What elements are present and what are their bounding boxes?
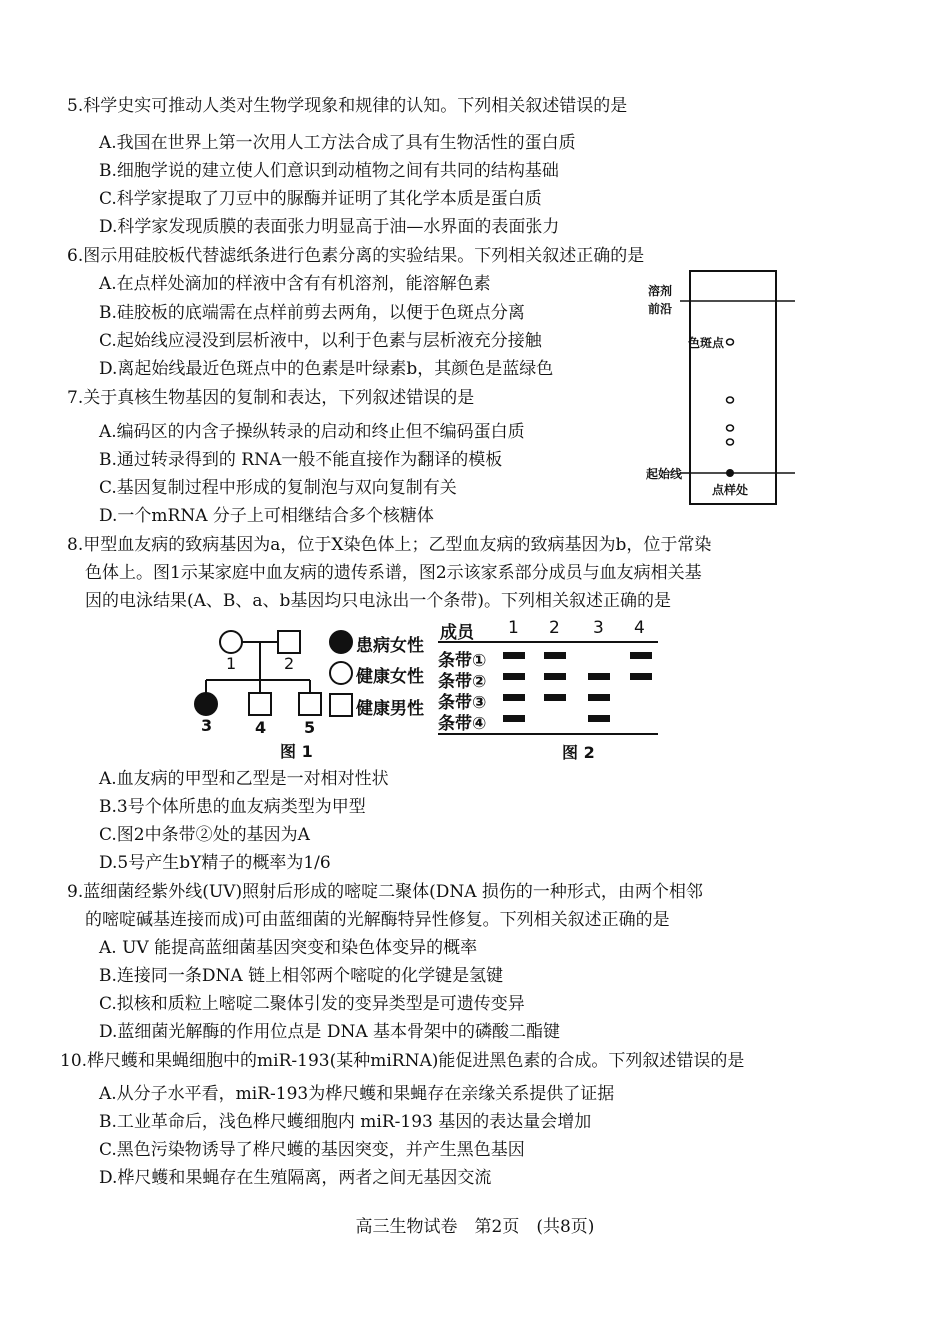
- q10-option-a: A.从分子水平看，miR-193为桦尺蠖和果蝇存在亲缘关系提供了证据: [99, 1084, 615, 1104]
- pigment-spot: [727, 439, 734, 445]
- q10-option-d: D.桦尺蠖和果蝇存在生殖隔离，两者之间无基因交流: [99, 1168, 492, 1188]
- q6-stem: 6.图示用硅胶板代替滤纸条进行色素分离的实验结果。下列相关叙述正确的是: [67, 246, 645, 266]
- legend-healthy-female: 健康女性: [356, 667, 424, 687]
- q7-option-a: A.编码区的内含子操纵转录的启动和终止但不编码蛋白质: [99, 422, 525, 442]
- band-row3-member3: [588, 694, 610, 701]
- pigment-spot: [727, 339, 734, 345]
- q7-stem: 7.关于真核生物基因的复制和表达，下列叙述错误的是: [67, 388, 475, 408]
- member-2-healthy-male: [278, 631, 300, 653]
- q8-option-c: C.图2中条带②处的基因为A: [99, 825, 310, 845]
- legend-affected-female: 患病女性: [356, 636, 424, 656]
- column-1: 1: [508, 618, 519, 638]
- q8-option-d: D.5号产生bY精子的概率为1/6: [99, 853, 331, 873]
- q6-option-b: B.硅胶板的底端需在点样前剪去两角，以便于色斑点分离: [99, 303, 525, 323]
- member-1-healthy-female: [220, 631, 242, 653]
- band-row1-member2: [544, 652, 566, 659]
- q6-option-d: D.离起始线最近色斑点中的色素是叶绿素b，其颜色是蓝绿色: [99, 359, 554, 379]
- sample-point-label: 点样处: [712, 483, 749, 497]
- band-row3-member1: [503, 694, 525, 701]
- q9-stem-line-2: 的嘧啶碱基连接而成)可由蓝细菌的光解酶特异性修复。下列相关叙述正确的是: [85, 910, 670, 930]
- band-row2-member1: [503, 673, 525, 680]
- q10-option-b: B.工业革命后，浅色桦尺蠖细胞内 miR-193 基因的表达量会增加: [99, 1112, 592, 1132]
- legend-healthy-male: 健康男性: [356, 699, 424, 719]
- band-row3-member2: [544, 694, 566, 701]
- band-row-label-2: 条带②: [438, 672, 487, 692]
- q7-option-b: B.通过转录得到的 RNA一般不能直接作为翻译的模板: [99, 450, 503, 470]
- band-row2-member3: [588, 673, 610, 680]
- q5-option-b: B.细胞学说的建立使人们意识到动植物之间有共同的结构基础: [99, 161, 559, 181]
- q10-option-c: C.黑色污染物诱导了桦尺蠖的基因突变，并产生黑色基因: [99, 1140, 525, 1160]
- column-3: 3: [593, 618, 604, 638]
- member-5-healthy-male: [299, 693, 321, 715]
- q8-stem-line-1: 8.甲型血友病的致病基因为a，位于X染色体上；乙型血友病的致病基因为b，位于常染: [67, 535, 712, 555]
- band-row-label-3: 条带③: [438, 693, 487, 713]
- member-4-healthy-male: [249, 693, 271, 715]
- q6-option-a: A.在点样处滴加的样液中含有有机溶剂，能溶解色素: [99, 274, 491, 294]
- q5-option-a: A.我国在世界上第一次用人工方法合成了具有生物活性的蛋白质: [99, 133, 576, 153]
- chromatography-figure: [640, 268, 800, 508]
- figure-1-caption: 图 1: [280, 742, 313, 761]
- q9-option-c: C.拟核和质粒上嘧啶二聚体引发的变异类型是可遗传变异: [99, 994, 525, 1014]
- legend-healthy-female-symbol: [330, 662, 352, 684]
- band-row2-member2: [544, 673, 566, 680]
- pedigree-figure: [180, 618, 450, 763]
- member-3-affected-female: [195, 693, 217, 715]
- q8-stem-line-3: 因的电泳结果(A、B、a、b基因均只电泳出一个条带)。下列相关叙述正确的是: [85, 591, 672, 611]
- band-row1-member4: [630, 652, 652, 659]
- silica-plate: [690, 271, 776, 504]
- q5-option-d: D.科学家发现质膜的表面张力明显高于油—水界面的表面张力: [99, 217, 560, 237]
- solvent-front-label-1: 溶剂: [648, 284, 673, 298]
- pedigree-label-4: 4: [255, 718, 267, 737]
- legend-healthy-male-symbol: [330, 694, 352, 716]
- q5-option-c: C.科学家提取了刀豆中的脲酶并证明了其化学本质是蛋白质: [99, 189, 542, 209]
- pedigree-label-5: 5: [304, 718, 316, 737]
- solvent-front-label-2: 前沿: [648, 302, 673, 316]
- pigment-spot: [727, 425, 734, 431]
- q8-stem-line-2: 色体上。图1示某家庭中血友病的遗传系谱，图2示该家系部分成员与血友病相关基: [85, 563, 702, 583]
- start-line-label: 起始线: [646, 467, 683, 481]
- column-2: 2: [549, 618, 560, 638]
- legend-affected-female-symbol: [330, 631, 352, 653]
- band-row-label-4: 条带④: [438, 714, 487, 734]
- q6-option-c: C.起始线应浸没到层析液中，以利于色素与层析液充分接触: [99, 331, 542, 351]
- q5-stem: 5.科学史实可推动人类对生物学现象和规律的认知。下列相关叙述错误的是: [67, 96, 628, 116]
- figure-2-caption: 图 2: [562, 743, 595, 762]
- q7-option-d: D.一个mRNA 分子上可相继结合多个核糖体: [99, 506, 434, 526]
- pedigree-label-3: 3: [201, 716, 213, 735]
- q9-option-b: B.连接同一条DNA 链上相邻两个嘧啶的化学键是氢键: [99, 966, 504, 986]
- electrophoresis-figure: [436, 616, 666, 766]
- q9-stem-line-1: 9.蓝细菌经紫外线(UV)照射后形成的嘧啶二聚体(DNA 损伤的一种形式，由两个相邻: [67, 882, 703, 902]
- q8-option-b: B.3号个体所患的血友病类型为甲型: [99, 797, 366, 817]
- q9-option-a: A. UV 能提高蓝细菌基因突变和染色体变异的概率: [99, 938, 478, 958]
- page-footer: 高三生物试卷 第2页 (共8页): [355, 1217, 595, 1237]
- pedigree-label-1: 1: [226, 654, 237, 673]
- q9-option-d: D.蓝细菌光解酶的作用位点是 DNA 基本骨架中的磷酸二酯键: [99, 1022, 561, 1042]
- q8-option-a: A.血友病的甲型和乙型是一对相对性状: [99, 769, 389, 789]
- pedigree-label-2: 2: [284, 654, 295, 673]
- members-header: 成员: [440, 623, 474, 643]
- spot-label: 色斑点: [688, 336, 725, 350]
- band-row1-member1: [503, 652, 525, 659]
- band-row4-member1: [503, 715, 525, 722]
- pigment-spot: [727, 397, 734, 403]
- band-row-label-1: 条带①: [438, 651, 487, 671]
- band-row4-member3: [588, 715, 610, 722]
- column-4: 4: [634, 618, 645, 638]
- q7-option-c: C.基因复制过程中形成的复制泡与双向复制有关: [99, 478, 457, 498]
- band-row2-member4: [630, 673, 652, 680]
- sample-point-dot: [726, 469, 734, 477]
- q10-stem: 10.桦尺蠖和果蝇细胞中的miR-193(某种miRNA)能促进黑色素的合成。下列叙述错误的是: [60, 1051, 745, 1071]
